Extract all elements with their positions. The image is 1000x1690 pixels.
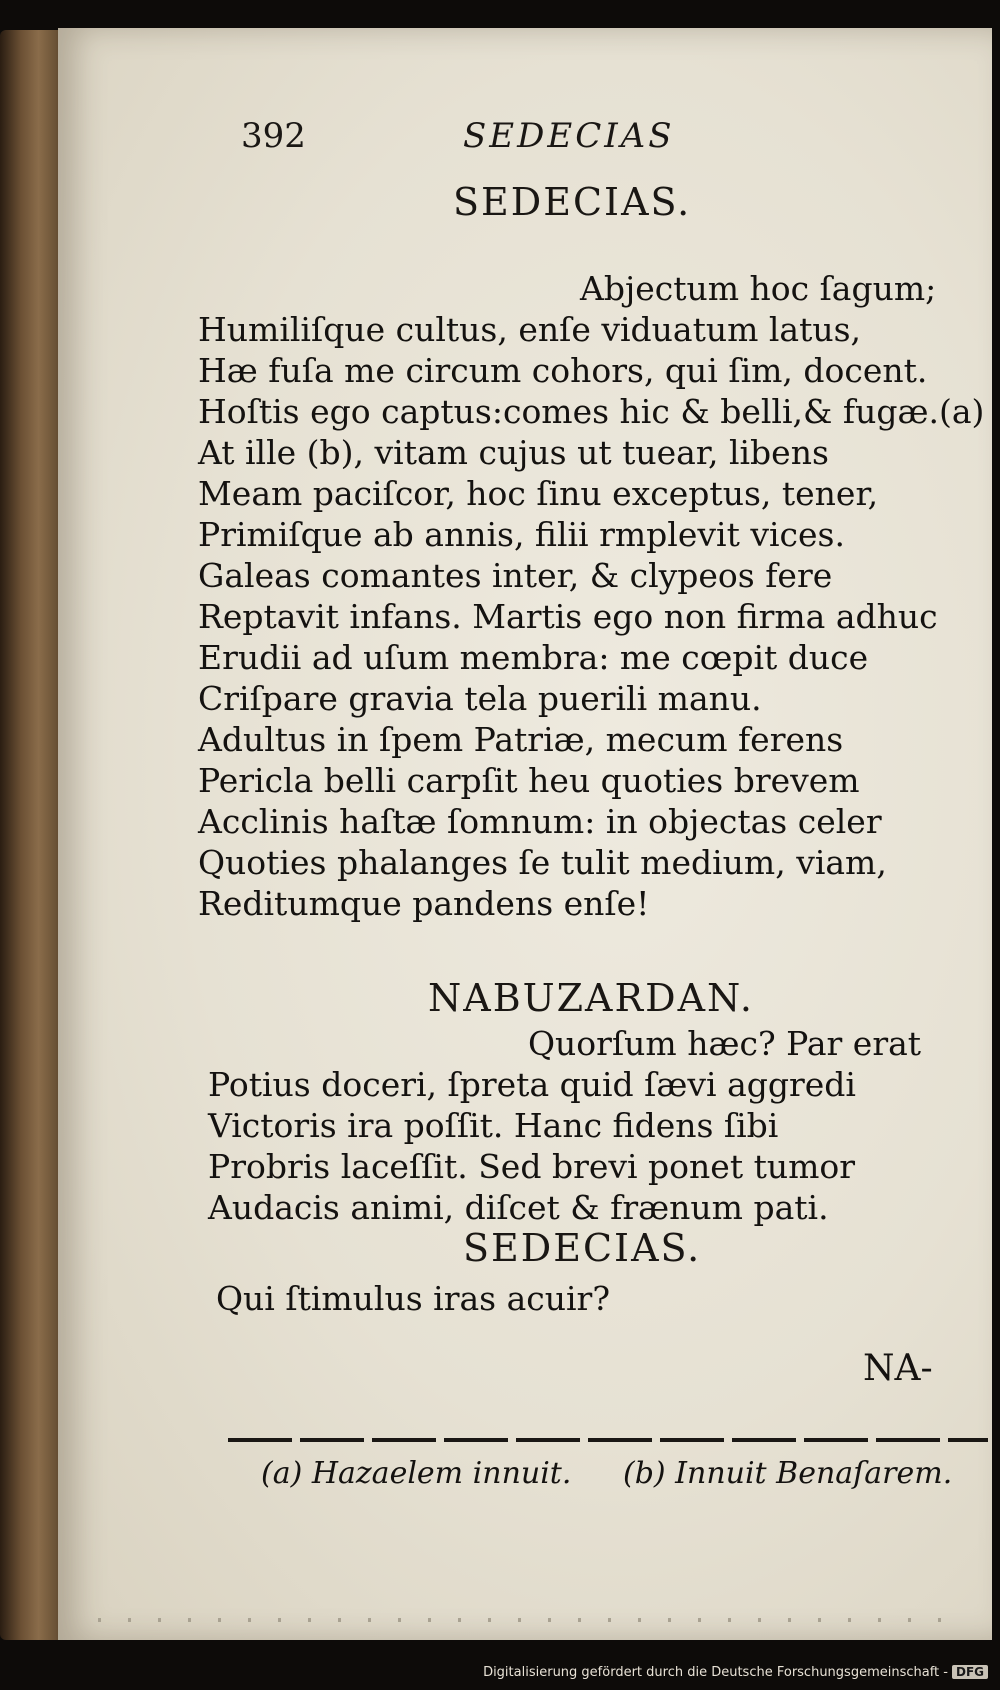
credit-text: Digitalisierung gefördert durch die Deutsche Forschungsgemeinschaft - — [483, 1665, 948, 1680]
nabuzardan-speech — [208, 1023, 998, 1228]
speaker-heading-sedecias-reply: SEDECIAS. — [463, 1226, 702, 1270]
verse-line: Adultus in ſpem Patriæ, mecum ferens — [198, 720, 844, 759]
verse-line: Meam paciſcor, hoc ſinu exceptus, tener, — [198, 474, 879, 513]
page-number: 392 — [241, 116, 306, 156]
footnote-a: (a) Hazaelem innuit. — [261, 1456, 572, 1491]
verse-line: Hæ fuſa me circum cohors, qui ſim, docent. — [198, 351, 928, 390]
verse-line: Criſpare gravia tela puerili manu. — [198, 679, 762, 718]
verse-line: Victoris ira poſſit. Hanc fidens ſibi — [208, 1106, 779, 1145]
sedecias-reply — [216, 1278, 1000, 1319]
verse-line: Probris laceſſit. Sed brevi ponet tumor — [208, 1147, 856, 1186]
verse-line: Reptavit infans. Martis ego non firma adhuc — [198, 597, 938, 636]
running-head — [58, 116, 992, 166]
verse-line: Abjectum hoc ſagum; — [580, 269, 937, 308]
verse-line: Quorſum hæc? Par erat — [528, 1024, 922, 1063]
verse-line: Pericla belli carpſit heu quoties brevem — [198, 761, 860, 800]
page-bottom-dots — [98, 1618, 958, 1622]
digitization-credit — [483, 1665, 988, 1680]
verse-line: Quoties phalanges ſe tulit medium, viam, — [198, 843, 887, 882]
book-page — [58, 28, 992, 1640]
verse-line: Galeas comantes inter, & clypeos fere — [198, 556, 833, 595]
verse-line: Erudii ad uſum membra: me cœpit duce — [198, 638, 869, 677]
catchword: NA- — [863, 1348, 933, 1389]
verse-line: Acclinis haſtæ ſomnum: in objectas celer — [198, 802, 882, 841]
speaker-heading-sedecias: SEDECIAS. — [453, 180, 692, 224]
verse-line: Primiſque ab annis, filii rmplevit vices. — [198, 515, 845, 554]
verse-line: Potius doceri, ſpreta quid ſævi aggredi — [208, 1065, 856, 1104]
speaker-heading-nabuzardan: NABUZARDAN. — [428, 976, 754, 1020]
footnote-rule — [228, 1438, 988, 1442]
verse-line: Audacis animi, diſcet & frænum pati. — [208, 1188, 829, 1227]
verse-line: Qui ſtimulus iras acuir? — [216, 1279, 611, 1318]
sedecias-speech — [198, 268, 988, 924]
verse-line: Humiliſque cultus, enſe viduatum latus, — [198, 310, 862, 349]
running-title: SEDECIAS — [463, 116, 675, 156]
verse-line: Hoſtis ego captus:comes hic & belli,& fugæ.(a) — [198, 392, 985, 431]
verse-line: At ille (b), vitam cujus ut tuear, libens — [198, 433, 829, 472]
verse-line: Reditumque pandens enſe! — [198, 884, 650, 923]
footnote-b: (b) Innuit Benaſarem. — [623, 1456, 953, 1491]
dfg-logo: DFG — [952, 1665, 988, 1679]
